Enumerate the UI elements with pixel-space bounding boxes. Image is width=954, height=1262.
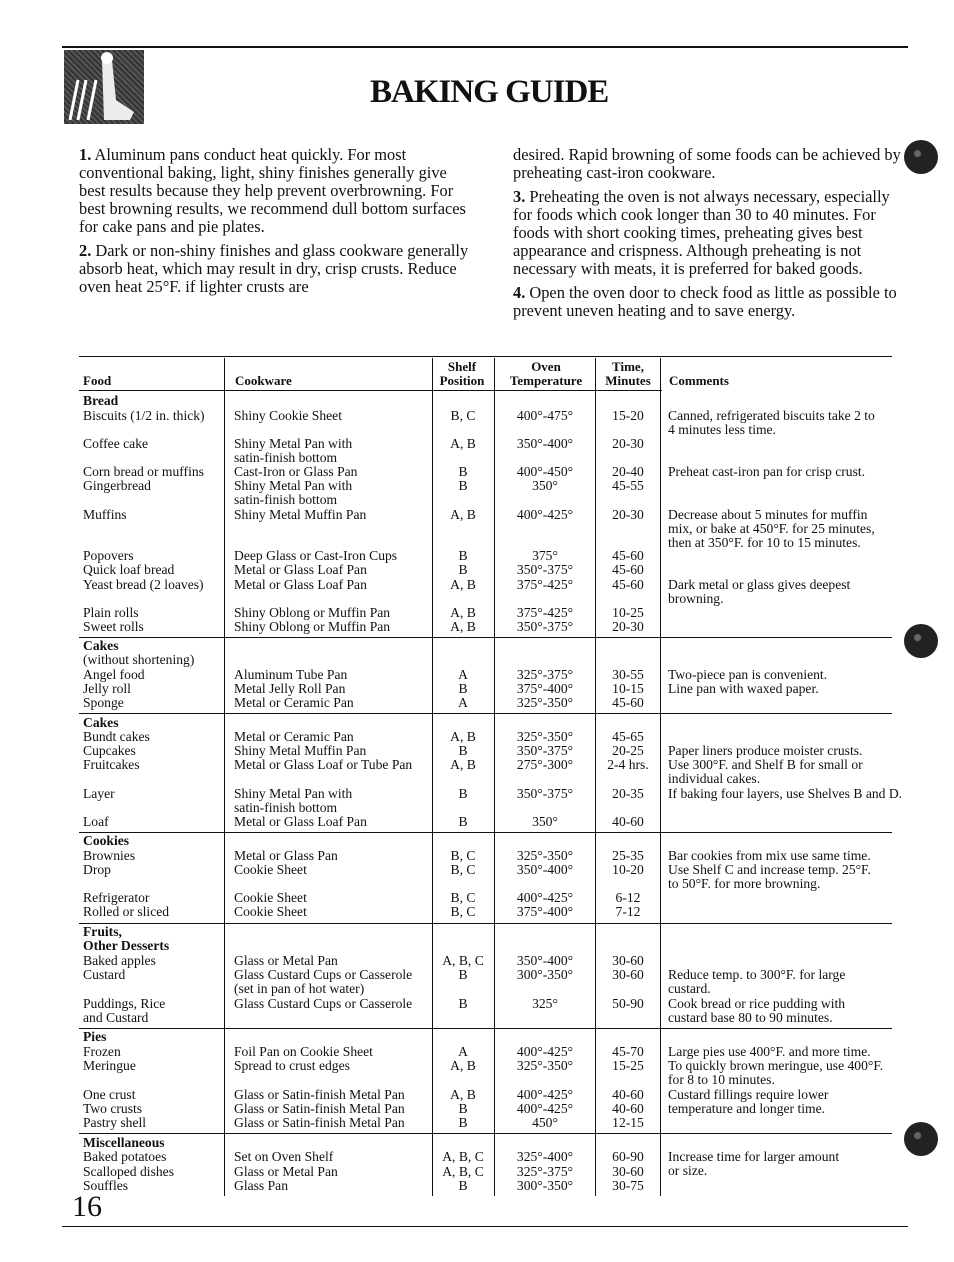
header-rule [79,390,662,391]
intro-column-right [513,146,903,326]
column-divider [224,358,225,1196]
cell-time: 20-25 [612,743,644,758]
cell-time: 10-20 [612,862,644,877]
section-heading: Cakes [83,638,119,653]
header-oven-line1: Oven [531,359,561,374]
cell-shelf: B [458,681,468,696]
cell-comment: Cook bread or rice pudding with custard base 80 to 90 minutes. [668,996,846,1026]
cell-food: Layer [83,786,115,801]
cell-temperature: 400°-450° [516,464,574,479]
cell-time: 12-15 [612,1115,644,1130]
section-rule [79,637,892,638]
header-time-minutes [598,360,658,388]
cell-cookware: Aluminum Tube Pan [234,667,348,682]
cell-comment: Dark metal or glass gives deepest browning. [668,577,851,607]
cell-shelf: A, B [450,436,476,451]
cell-time: 40-60 [612,1087,644,1102]
cell-food: Refrigerator [83,890,150,905]
header-food: Food [83,373,112,388]
cell-temperature: 400°-425° [516,1044,574,1059]
cell-temperature: 375° [532,548,558,563]
baking-logo-icon [64,50,144,124]
cell-cookware: Glass Pan [234,1178,288,1193]
cell-temperature: 400°-425° [516,1101,574,1116]
cell-temperature: 400°-425° [516,1087,574,1102]
cell-food: Drop [83,862,111,877]
cell-temperature: 350°-375° [516,743,574,758]
cell-cookware: Metal or Glass Loaf Pan [234,577,367,592]
cell-shelf: A, B, C [442,1149,484,1164]
cell-food: (without shortening) [83,652,195,667]
paragraph-4: 4. Open the oven door to check food as little as possible to prevent uneven heating and to save energy. [513,283,897,320]
cell-shelf: B [458,743,468,758]
cell-comment: Two-piece pan is convenient. [668,667,828,682]
cell-temperature: 350°-400° [516,953,574,968]
cell-time: 30-75 [612,1178,644,1193]
cell-shelf: B [458,478,468,493]
cell-cookware: Glass or Metal Pan [234,1164,338,1179]
cell-shelf: B [458,967,468,982]
cell-temperature: 350°-375° [516,786,574,801]
cell-shelf: B [458,1178,468,1193]
cell-cookware: Deep Glass or Cast-Iron Cups [234,548,398,563]
header-comments: Comments [669,373,729,388]
header-oven-temperature [500,360,592,388]
cell-temperature: 400°-425° [516,890,574,905]
cell-temperature: 325°-350° [516,729,574,744]
cell-food: Muffins [83,507,127,522]
cell-time: 20-35 [612,786,644,801]
cell-food: Baked apples [83,953,156,968]
cell-cookware: Shiny Oblong or Muffin Pan [234,619,391,634]
cell-temperature: 325°-350° [516,1058,574,1073]
table-top-rule [79,356,892,357]
cell-shelf: B [458,562,468,577]
cell-food: Coffee cake [83,436,149,451]
cell-temperature: 325° [532,996,558,1011]
cell-cookware: Metal or Glass Loaf Pan [234,814,367,829]
cell-temperature: 275°-300° [516,757,574,772]
cell-temperature: 400°-425° [516,507,574,522]
cell-food: Gingerbread [83,478,151,493]
cell-cookware: Glass or Satin-finish Metal Pan [234,1115,405,1130]
cell-food: Two crusts [83,1101,143,1116]
header-time-line2: Minutes [605,373,651,388]
cell-comment: To quickly brown meringue, use 400°F. for 8 to 10 minutes. [668,1058,884,1088]
cell-temperature: 300°-350° [516,967,574,982]
section-rule [79,1028,892,1029]
cell-shelf: B, C [450,848,476,863]
section-heading: Bread [83,393,119,408]
header-shelf-position [434,360,490,388]
paragraph-1: 1. Aluminum pans conduct heat quickly. For most conventional baking, light, shiny finishes generally give best results because they help prevent overbrowning. For best browning results, we recommend dull bottom surfaces for cake pans and pie plates. [79,145,466,236]
cell-shelf: B [458,548,468,563]
cell-time: 40-60 [612,1101,644,1116]
cell-shelf: B [458,814,468,829]
cell-temperature: 325°-375° [516,667,574,682]
binder-hole-icon [904,1122,938,1156]
cell-cookware: Spread to crust edges [234,1058,350,1073]
cell-time: 50-90 [612,996,644,1011]
cell-comment: Reduce temp. to 300°F. for large custard. [668,967,846,997]
cell-food: Cupcakes [83,743,136,758]
cell-time: 30-60 [612,967,644,982]
cell-temperature: 325°-375° [516,1164,574,1179]
cell-shelf: B, C [450,862,476,877]
cell-cookware: Cookie Sheet [234,904,307,919]
cell-time: 2-4 hrs. [607,757,649,772]
binder-hole-icon [904,140,938,174]
section-rule [79,713,892,714]
cell-food: Sponge [83,695,124,710]
cell-shelf: A, B [450,619,476,634]
cell-shelf: B [458,1101,468,1116]
cell-shelf: B [458,996,468,1011]
cell-cookware: Cookie Sheet [234,890,307,905]
cell-time: 30-60 [612,1164,644,1179]
paragraph-2: 2. Dark or non-shiny finishes and glass cookware generally absorb heat, which may result in dry, crisp crusts. Reduce oven heat 25°F. if lighter crusts are [79,241,469,296]
logo-graphic [64,50,144,124]
cell-time: 45-70 [612,1044,644,1059]
cell-comment: Use Shelf C and increase temp. 25°F. to 50°F. for more browning. [668,862,871,892]
section-heading: Fruits, Other Desserts [83,924,170,954]
cell-temperature: 325°-350° [516,848,574,863]
cell-shelf: B, C [450,408,476,423]
cell-food: Plain rolls [83,605,139,620]
cell-shelf: B [458,464,468,479]
cell-temperature: 325°-400° [516,1149,574,1164]
cell-cookware: Metal or Ceramic Pan [234,729,354,744]
cell-temperature: 375°-400° [516,681,574,696]
cell-food: Rolled or sliced [83,904,170,919]
column-divider [595,358,596,1196]
cell-shelf: A, B, C [442,953,484,968]
cell-food: Bundt cakes [83,729,150,744]
cell-shelf: A [458,667,468,682]
cell-shelf: A, B [450,757,476,772]
cell-shelf: A [458,1044,468,1059]
cell-cookware: Metal Jelly Roll Pan [234,681,346,696]
cell-food: One crust [83,1087,136,1102]
cell-cookware: Shiny Cookie Sheet [234,408,342,423]
cell-food: Brownies [83,848,136,863]
cell-temperature: 350° [532,814,558,829]
cell-time: 20-30 [612,436,644,451]
cell-food: Loaf [83,814,109,829]
cell-time: 45-60 [612,695,644,710]
cell-cookware: Glass or Satin-finish Metal Pan [234,1087,405,1102]
cell-shelf: A, B [450,577,476,592]
cell-shelf: A, B, C [442,1164,484,1179]
page-title: BAKING GUIDE [370,74,609,110]
cell-time: 45-60 [612,548,644,563]
cell-time: 45-60 [612,562,644,577]
top-rule [62,46,908,48]
cell-cookware: Shiny Metal Pan with satin-finish bottom [234,478,353,508]
cell-cookware: Metal or Glass Pan [234,848,338,863]
cell-comment: Preheat cast-iron pan for crisp crust. [668,464,866,479]
cell-shelf: B, C [450,890,476,905]
section-heading: Cakes [83,715,119,730]
cell-comment: Increase time for larger amount or size. [668,1149,840,1179]
section-rule [79,1133,892,1134]
column-divider [660,358,661,1196]
cell-food: Meringue [83,1058,136,1073]
cell-temperature: 350°-400° [516,436,574,451]
cell-temperature: 400°-475° [516,408,574,423]
cell-food: Frozen [83,1044,121,1059]
cell-time: 15-20 [612,408,644,423]
cell-comment: Bar cookies from mix use same time. [668,848,871,863]
cell-food: Souffles [83,1178,129,1193]
cell-comment: Decrease about 5 minutes for muffin mix, or bake at 450°F. for 25 minutes, then at 350°F. for 10 to 15 minutes. [668,507,875,551]
cell-cookware: Shiny Metal Muffin Pan [234,743,367,758]
cell-temperature: 300°-350° [516,1178,574,1193]
cell-temperature: 375°-400° [516,904,574,919]
cell-cookware: Set on Oven Shelf [234,1149,334,1164]
cell-time: 40-60 [612,814,644,829]
cell-food: Pastry shell [83,1115,147,1130]
cell-cookware: Metal or Glass Loaf Pan [234,562,367,577]
cell-cookware: Glass or Metal Pan [234,953,338,968]
cell-cookware: Shiny Metal Pan with satin-finish bottom [234,786,353,816]
cell-shelf: A [458,695,468,710]
cell-cookware: Shiny Metal Pan with satin-finish bottom [234,436,353,466]
cell-comment: Paper liners produce moister crusts. [668,743,863,758]
section-rule [79,923,892,924]
cell-comment: If baking four layers, use Shelves B and D. [668,786,903,801]
cell-time: 45-55 [612,478,644,493]
cell-time: 10-25 [612,605,644,620]
cell-food: Quick loaf bread [83,562,175,577]
cell-food: Baked potatoes [83,1149,167,1164]
cell-food: Scalloped dishes [83,1164,174,1179]
cell-cookware: Glass Custard Cups or Casserole (set in pan of hot water) [234,967,413,997]
cell-temperature: 350°-375° [516,619,574,634]
header-cookware: Cookware [235,373,292,388]
cell-time: 20-30 [612,619,644,634]
cell-time: 10-15 [612,681,644,696]
cell-temperature: 375°-425° [516,577,574,592]
cell-temperature: 450° [532,1115,558,1130]
cell-time: 20-40 [612,464,644,479]
cell-temperature: 350°-375° [516,562,574,577]
cell-shelf: A, B [450,1087,476,1102]
cell-food: Corn bread or muffins [83,464,204,479]
cell-shelf: A, B [450,729,476,744]
cell-cookware: Foil Pan on Cookie Sheet [234,1044,373,1059]
cell-shelf: A, B [450,1058,476,1073]
cell-food: Popovers [83,548,134,563]
section-heading: Cookies [83,833,130,848]
cell-food: Fruitcakes [83,757,140,772]
cell-cookware: Shiny Oblong or Muffin Pan [234,605,391,620]
page-number: 16 [72,1190,102,1223]
cell-temperature: 350°-400° [516,862,574,877]
section-rule [79,832,892,833]
cell-time: 6-12 [615,890,641,905]
cell-shelf: A, B [450,605,476,620]
cell-time: 7-12 [615,904,641,919]
cell-cookware: Cookie Sheet [234,862,307,877]
cell-shelf: B [458,1115,468,1130]
header-shelf-line2: Position [439,373,485,388]
section-heading: Miscellaneous [83,1135,165,1150]
cell-shelf: A, B [450,507,476,522]
cell-food: Jelly roll [83,681,131,696]
cell-food: Sweet rolls [83,619,144,634]
cell-time: 60-90 [612,1149,644,1164]
cell-comment: Canned, refrigerated biscuits take 2 to 4 minutes less time. [668,408,875,438]
cell-cookware: Metal or Glass Loaf or Tube Pan [234,757,413,772]
paragraph-3: 3. Preheating the oven is not always necessary, especially for foods which cook longer than 30 to 40 minutes. For foods with short cooking times, preheating gives best appearance and crispness. Although preheating is not necessary with meats, it is preferred for baked goods. [513,187,890,278]
binder-hole-icon [904,624,938,658]
cell-comment: Use 300°F. and Shelf B for small or individual cakes. [668,757,863,787]
cell-time: 30-60 [612,953,644,968]
section-heading: Pies [83,1029,107,1044]
cell-cookware: Metal or Ceramic Pan [234,695,354,710]
paragraph-2-continued: desired. Rapid browning of some foods can be achieved by preheating cast-iron cookware. [513,145,901,182]
cell-cookware: Shiny Metal Muffin Pan [234,507,367,522]
cell-food: Biscuits (1/2 in. thick) [83,408,205,423]
cell-comment: Line pan with waxed paper. [668,681,819,696]
cell-cookware: Cast-Iron or Glass Pan [234,464,358,479]
bottom-rule [62,1226,908,1227]
cell-temperature: 375°-425° [516,605,574,620]
cell-shelf: B, C [450,904,476,919]
cell-time: 20-30 [612,507,644,522]
cell-comment: Custard fillings require lower temperature and longer time. [668,1087,829,1117]
cell-cookware: Glass or Satin-finish Metal Pan [234,1101,405,1116]
cell-time: 30-55 [612,667,644,682]
cell-food: Angel food [83,667,145,682]
cell-time: 15-25 [612,1058,644,1073]
intro-column-left [79,146,469,302]
cell-food: Puddings, Rice and Custard [83,996,166,1026]
cell-cookware: Glass Custard Cups or Casserole [234,996,413,1011]
cell-time: 25-35 [612,848,644,863]
cell-food: Custard [83,967,126,982]
cell-comment: Large pies use 400°F. and more time. [668,1044,871,1059]
header-time-line1: Time, [612,359,644,374]
header-oven-line2: Temperature [509,373,583,388]
column-divider [432,358,433,1196]
column-divider [494,358,495,1196]
cell-temperature: 325°-350° [516,695,574,710]
header-shelf-line1: Shelf [447,359,477,374]
cell-temperature: 350° [532,478,558,493]
cell-food: Yeast bread (2 loaves) [83,577,204,592]
cell-shelf: B [458,786,468,801]
cell-time: 45-60 [612,577,644,592]
cell-time: 45-65 [612,729,644,744]
